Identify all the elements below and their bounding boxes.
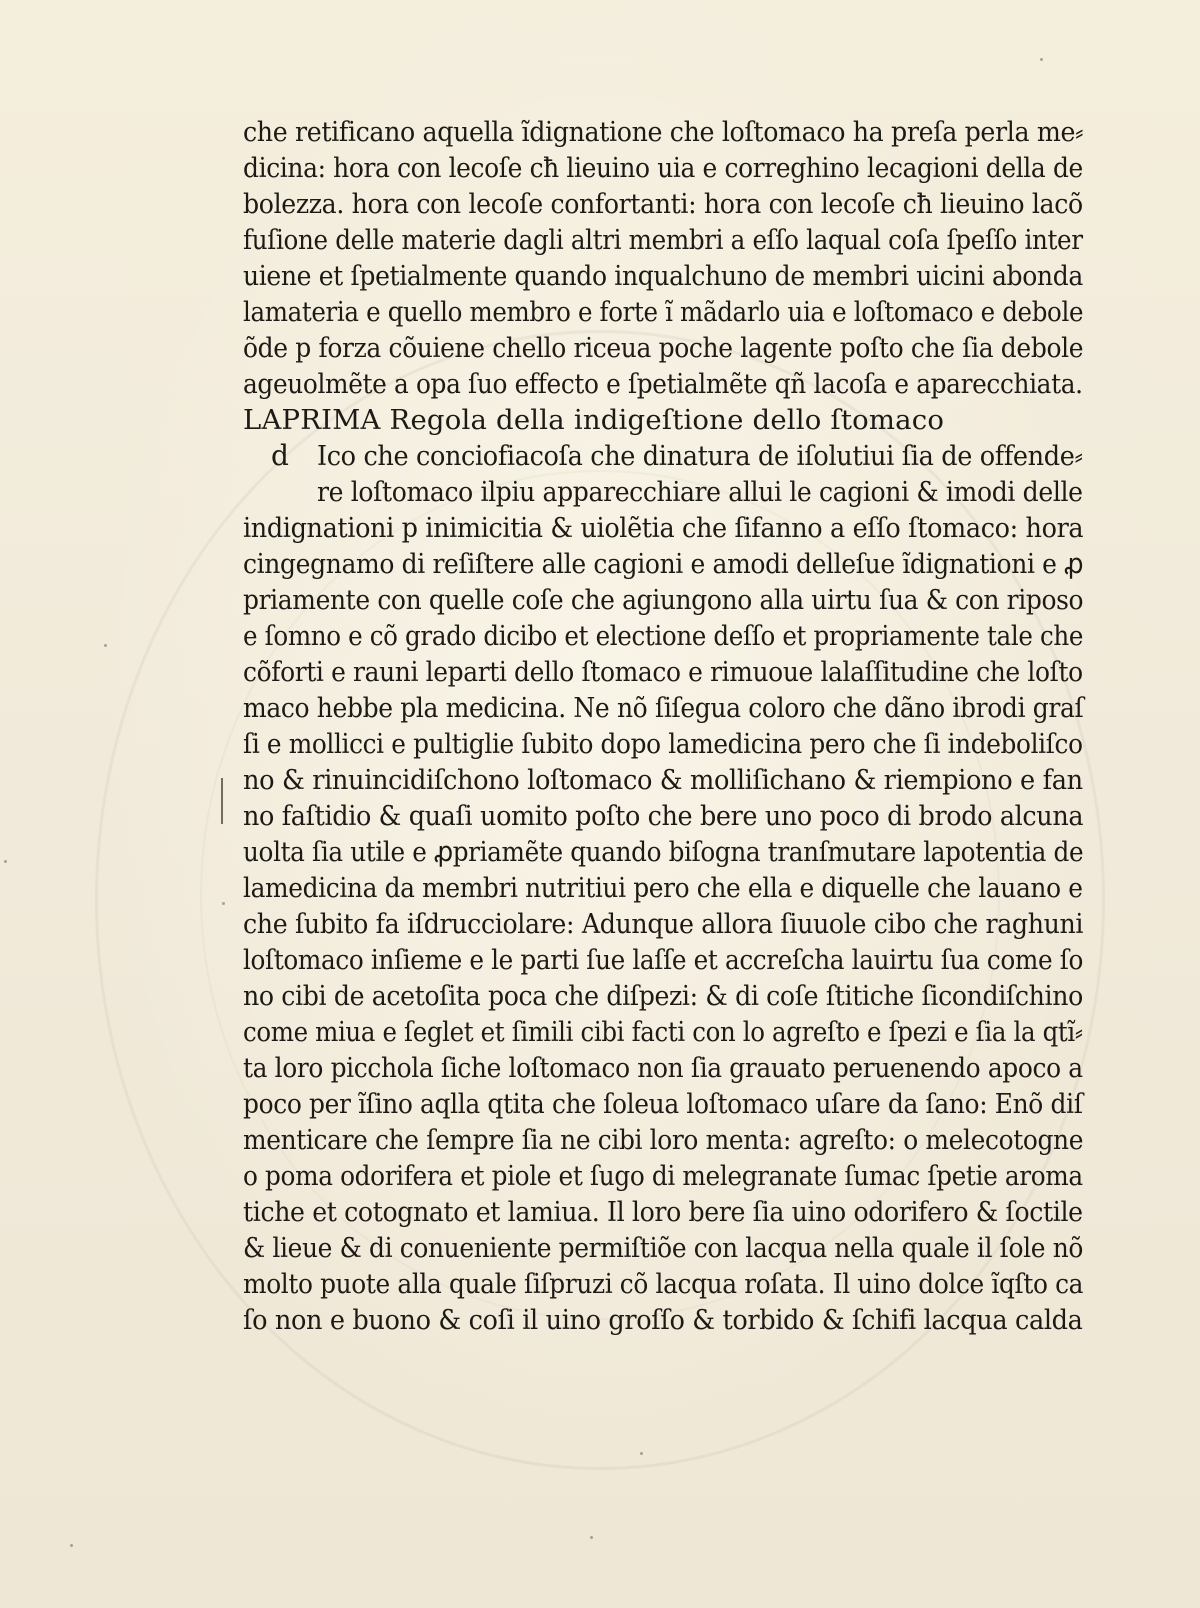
text-line: fuſione delle materie dagli altri membri a eſſo laqual coſa ſpeſſo inter (243, 224, 1083, 256)
paper-speck (104, 644, 107, 647)
text-line: che retificano aquella ĩdignatione che loſtomaco ha preſa perla me⸗ (243, 116, 1084, 148)
text-line: uolta ſia utile e ꝓpriamẽte quando biſogna tranſmutare lapotentia de (243, 836, 1084, 868)
text-line: come miua e ſeglet et ſimili cibi facti con lo agreſto e ſpezi e ſia la qtĩ⸗ (243, 1016, 1083, 1048)
text-line: tiche et cotognato et lamiua. Il loro bere ſia uino odorifero & ſoctile (243, 1196, 1083, 1228)
text-line: ta loro picchola ſiche loſtomaco non ſia grauato peruenendo apoco a (243, 1052, 1083, 1084)
text-line: cingegnamo di reſiſtere alle cagioni e amodi delleſue ĩdignationi e ꝓ (243, 548, 1084, 580)
initial-letter-guide: d (271, 439, 289, 472)
text-line: che ſubito fa iſdrucciolare: Adunque allora ſiuuole cibo che raghuni (243, 908, 1084, 940)
text-line: ſo non e buono & coſi il uino groſſo & torbido & ſchifi lacqua calda (243, 1304, 1083, 1336)
paper-speck (4, 860, 7, 863)
text-line: loſtomaco inſieme e le parti ſue laſſe et accreſcha lauirtu ſua come ſo (243, 944, 1084, 976)
text-line: re loſtomaco ilpiu apparecchiare allui le cagioni & imodi delle (317, 476, 1083, 508)
margin-stroke (221, 778, 223, 824)
text-line: bolezza. hora con lecoſe confortanti: hora con lecoſe cħ lieuino lacõ (243, 188, 1083, 220)
text-line: lamateria e quello membro e forte ĩ mãdarlo uia e loſtomaco e debole (243, 296, 1084, 328)
text-line: no & rinuincidiſchono loſtomaco & molliſichano & riempiono e fan (243, 764, 1083, 796)
text-line: dicina: hora con lecoſe cħ lieuino uia e correghino lecagioni della de (243, 152, 1083, 184)
paper-speck (70, 1544, 73, 1547)
text-line: lamedicina da membri nutritiui pero che ella e diquelle che lauano e (243, 872, 1083, 904)
text-line: no cibi de acetoſita poca che diſpezi: & di coſe ſtitiche ſicondiſchino (243, 980, 1083, 1012)
text-line: maco hebbe pla medicina. Ne nõ ſiſegua coloro che dãno ibrodi graſ (243, 692, 1084, 724)
text-line: & lieue & di conueniente permiſtiõe con lacqua nella quale il ſole nõ (243, 1232, 1084, 1264)
paper-speck (1040, 58, 1043, 61)
text-line: o poma odorifera et piole et ſugo di melegranate ſumac ſpetie aroma (243, 1160, 1083, 1192)
text-line: ageuolmẽte a opa ſuo effecto e ſpetialmẽte qñ lacoſa e aparecchiata. (243, 368, 1083, 400)
paper-speck (640, 1452, 643, 1455)
section-heading: LAPRIMA Regola della indigeſtione dello ſtomaco (243, 404, 945, 436)
paper-speck (590, 1536, 593, 1539)
text-line: ſi e mollicci e pultiglie ſubito dopo lamedicina pero che ſi indeboliſco (243, 728, 1083, 760)
text-line: õde p forza cõuiene chello riceua poche lagente poſto che ſia debole (243, 332, 1084, 364)
text-line: Ico che conciofiacoſa che dinatura de iſolutiui ſia de offende⸗ (317, 440, 1083, 472)
text-line: menticare che ſempre ſia ne cibi loro menta: agreſto: o melecotogne (243, 1124, 1084, 1156)
text-line: no faſtidio & quaſi uomito poſto che bere uno poco di brodo alcuna (243, 800, 1084, 832)
text-line: molto puote alla quale ſiſpruzi cõ lacqua roſata. Il uino dolce ĩqſto ca (243, 1268, 1084, 1300)
paper-speck (222, 902, 225, 905)
text-line: priamente con quelle coſe che agiungono alla uirtu ſua & con riposo (243, 584, 1084, 616)
text-line: cõforti e rauni leparti dello ſtomaco e rimuoue lalaſſitudine che loſto (243, 656, 1083, 688)
text-line: e ſomno e cõ grado dicibo et electione deſſo et propriamente tale che (243, 620, 1084, 652)
text-line: indignationi p inimicitia & uiolẽtia che ſifanno a eſſo ſtomaco: hora (243, 512, 1084, 544)
text-line: uiene et ſpetialmente quando inqualchuno de membri uicini abonda (243, 260, 1083, 292)
text-line: poco per ĩſino aqlla qtita che ſoleua loſtomaco uſare da ſano: Enõ diſ (243, 1088, 1083, 1120)
